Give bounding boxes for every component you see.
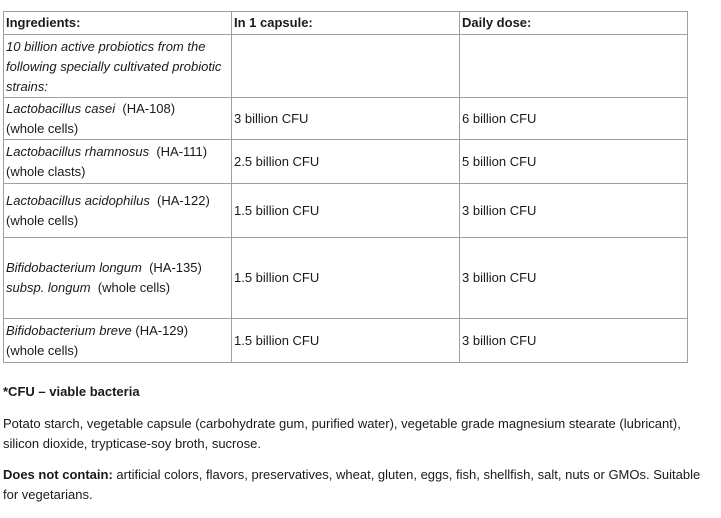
- cell-form: (whole cells): [97, 280, 171, 295]
- table-row: [4, 140, 688, 184]
- daily-amount: 3 billion CFU: [460, 319, 688, 363]
- species-name: Bifidobacterium breve: [6, 322, 132, 338]
- daily-amount: 3 billion CFU: [460, 238, 688, 319]
- table-row: [4, 238, 688, 319]
- does-not-contain-label: Does not contain:: [3, 467, 113, 482]
- table-row: [4, 98, 688, 140]
- ingredient-cell: [4, 98, 232, 140]
- cell-form: (whole cells): [6, 120, 79, 136]
- capsule-amount: 2.5 billion CFU: [232, 140, 460, 184]
- does-not-contain-text: artificial colors, flavors, preservatives, wheat, gluten, eggs, fish, shellfish, salt, nuts or GMOs. Suitable for vegetarians.: [3, 467, 701, 502]
- strain-code: (HA-111): [156, 143, 208, 159]
- capsule-amount: 1.5 billion CFU: [232, 184, 460, 238]
- daily-amount: 5 billion CFU: [460, 140, 688, 184]
- strain-code: (HA-135): [149, 260, 202, 275]
- intro-daily-empty: [460, 35, 688, 98]
- other-ingredients: Potato starch, vegetable capsule (carbohydrate gum, purified water), vegetable grade magnesium stearate (lubricant), silicon dioxide, trypticase-soy broth, sucrose.: [3, 416, 681, 451]
- cell-form: (whole cells): [6, 342, 79, 358]
- ingredients-table: [3, 11, 688, 363]
- cell-form: (whole cells): [6, 212, 79, 228]
- capsule-amount: 3 billion CFU: [232, 98, 460, 140]
- capsule-amount: 1.5 billion CFU: [232, 319, 460, 363]
- strain-code: (HA-129): [135, 322, 189, 338]
- strain-code: (HA-108): [122, 100, 176, 116]
- cell-form: (whole clasts): [6, 163, 86, 179]
- daily-amount: 6 billion CFU: [460, 98, 688, 140]
- intro-text: 10 billion active probiotics from the following specially cultivated probiotic strains:: [4, 35, 232, 98]
- table-row: [4, 319, 688, 363]
- strain-code: (HA-122): [157, 192, 210, 208]
- header-in-1-capsule: In 1 capsule:: [232, 12, 460, 35]
- table-row: [4, 184, 688, 238]
- subspecies-name: subsp. longum: [6, 280, 91, 295]
- cfu-footnote: *CFU – viable bacteria: [3, 384, 140, 399]
- intro-capsule-empty: [232, 35, 460, 98]
- capsule-amount: 1.5 billion CFU: [232, 238, 460, 319]
- ingredient-cell: [4, 319, 232, 363]
- header-ingredients: Ingredients:: [4, 12, 232, 35]
- species-name: Bifidobacterium longum: [6, 260, 142, 275]
- header-daily-dose: Daily dose:: [460, 12, 688, 35]
- ingredient-cell: [4, 140, 232, 184]
- ingredient-cell: [4, 184, 232, 238]
- table-row-intro: [4, 35, 688, 98]
- species-name: Lactobacillus casei: [6, 100, 116, 116]
- daily-amount: 3 billion CFU: [460, 184, 688, 238]
- does-not-contain: [3, 465, 715, 505]
- species-name: Lactobacillus acidophilus: [6, 192, 150, 208]
- species-name: Lactobacillus rhamnosus: [6, 143, 150, 159]
- table-header-row: [4, 12, 688, 35]
- ingredient-cell: [4, 238, 232, 319]
